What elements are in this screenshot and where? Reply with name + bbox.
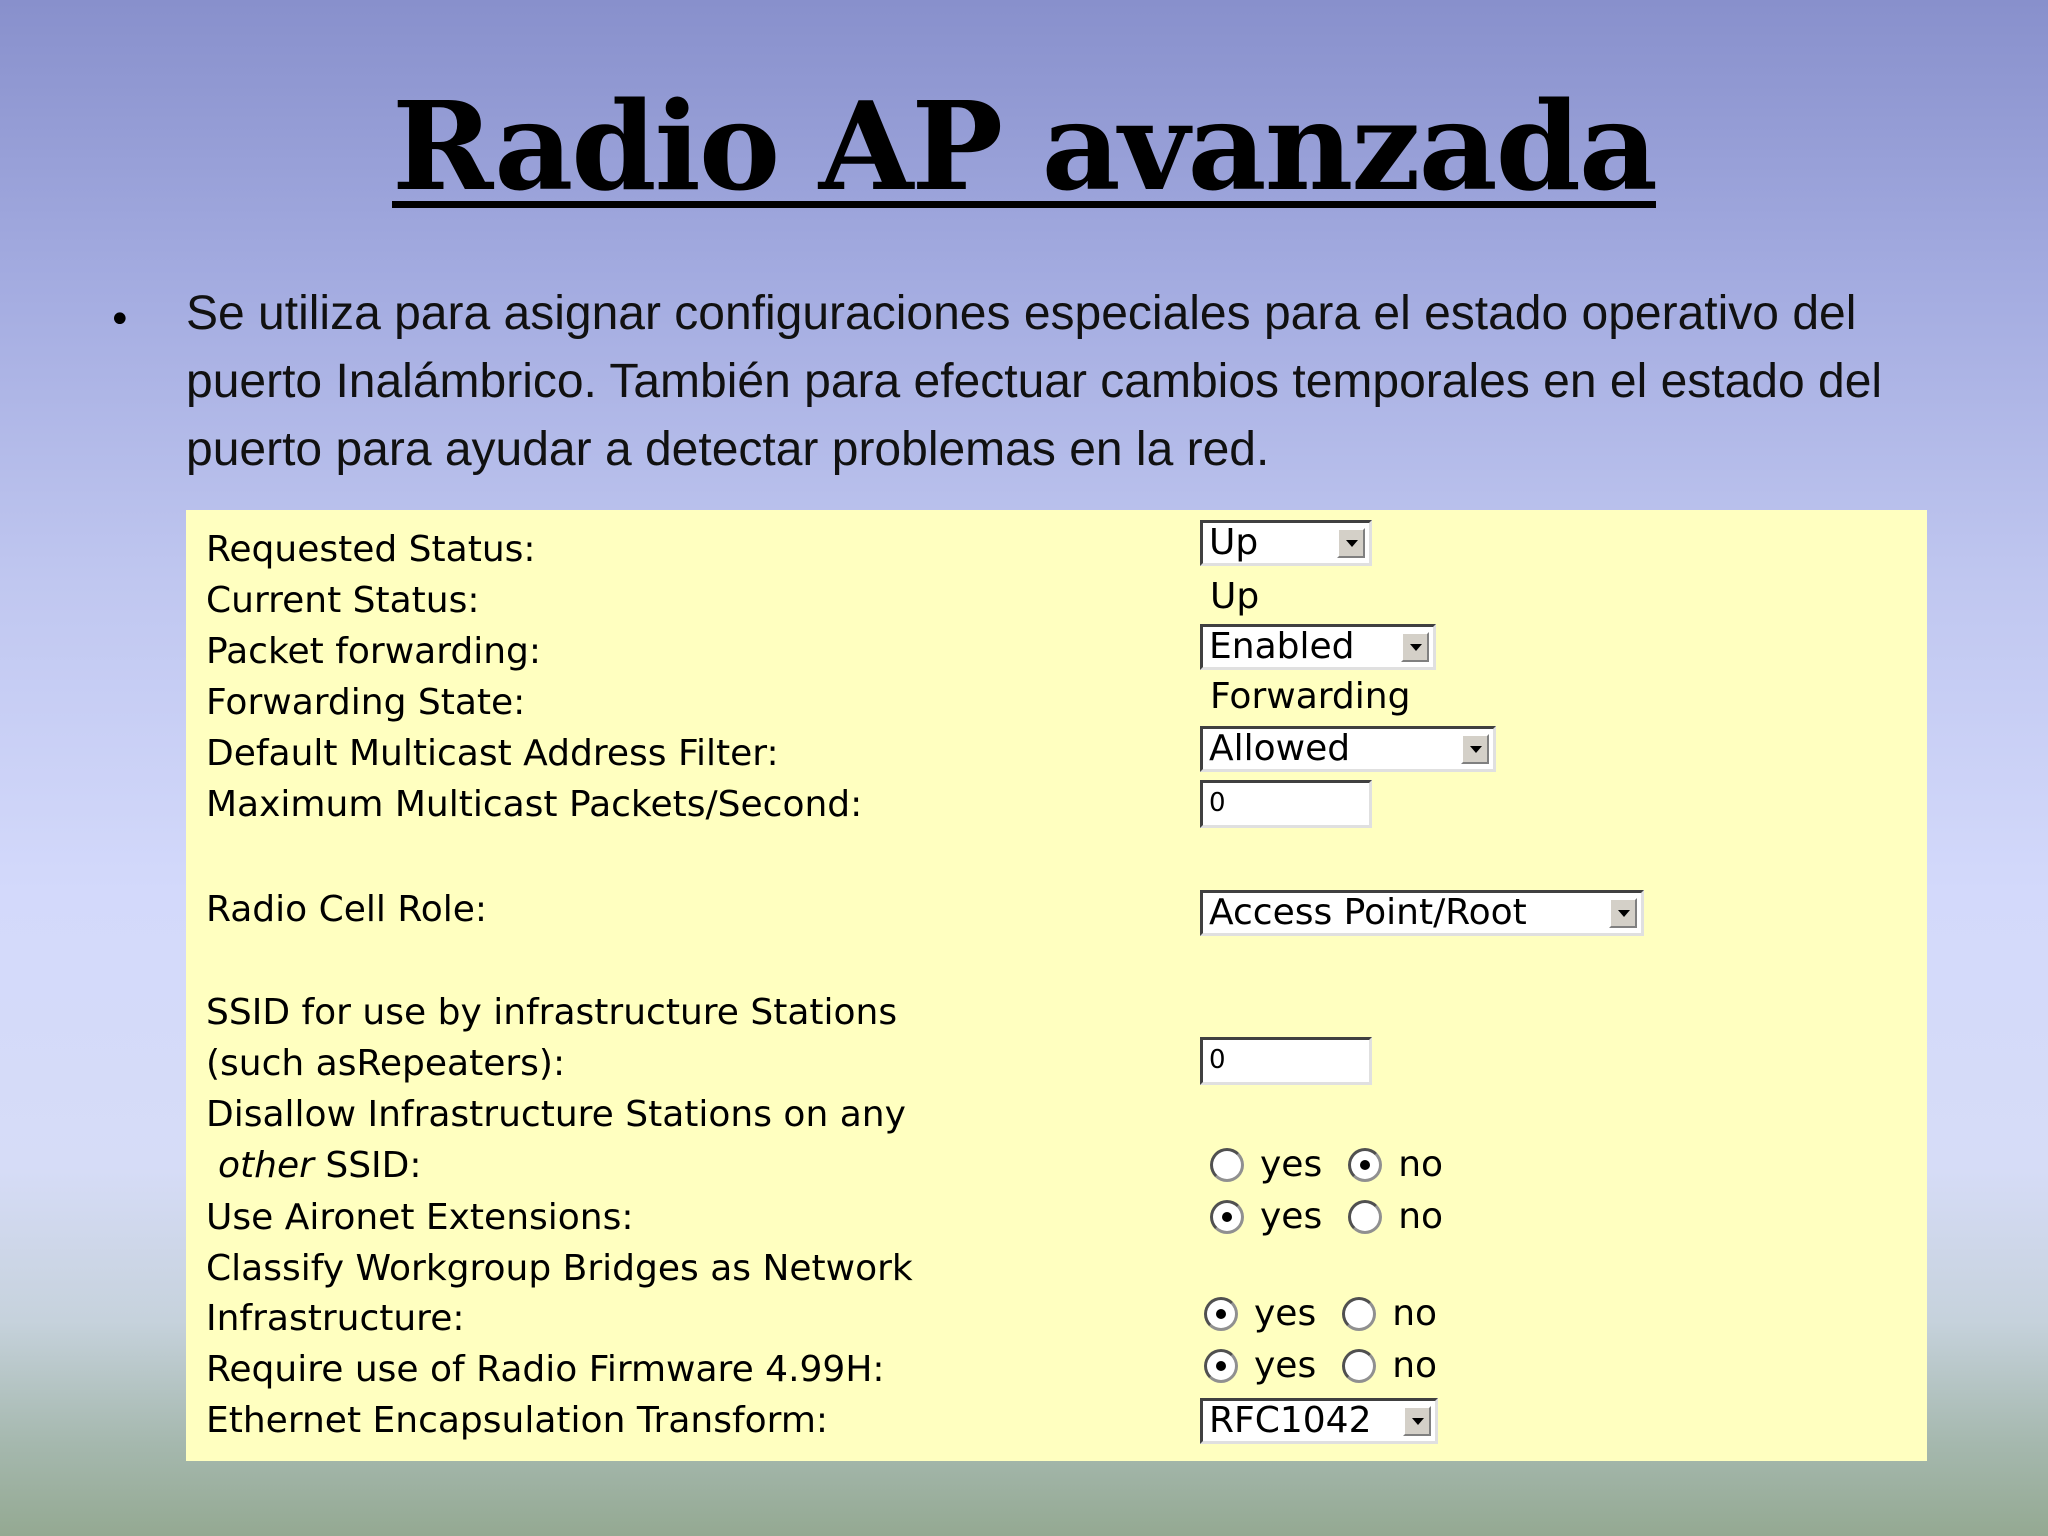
packet-forwarding-value: Enabled (1209, 626, 1355, 667)
disallow-infra-no-radio[interactable] (1348, 1148, 1382, 1182)
eth-encap-label: Ethernet Encapsulation Transform: (206, 1400, 829, 1441)
disallow-infra-label-rest: SSID: (313, 1145, 422, 1186)
requested-status-select[interactable] (1200, 520, 1372, 566)
aironet-ext-label: Use Aironet Extensions: (206, 1197, 634, 1238)
chevron-down-icon[interactable] (1401, 632, 1429, 662)
forwarding-state-label: Forwarding State: (206, 682, 526, 723)
chevron-down-icon[interactable] (1609, 898, 1637, 928)
classify-wgb-no-radio[interactable] (1342, 1297, 1376, 1331)
radio-no-label: no (1398, 1196, 1444, 1237)
multicast-filter-select[interactable] (1200, 726, 1496, 772)
max-multicast-input[interactable]: 0 (1200, 780, 1372, 828)
classify-wgb-label-line2: Infrastructure: (206, 1298, 465, 1339)
disallow-infra-label-italic: other (218, 1145, 314, 1186)
aironet-ext-radio-group (1210, 1194, 1469, 1238)
radio-no-label: no (1398, 1144, 1444, 1185)
disallow-infra-radio-group (1210, 1142, 1469, 1186)
radio-settings-panel (186, 510, 1927, 1461)
chevron-down-icon[interactable] (1337, 528, 1365, 558)
forwarding-state-value: Forwarding (1210, 676, 1411, 717)
ssid-infra-label-line1: SSID for use by infrastructure Stations (206, 992, 898, 1033)
radio-no-label: no (1392, 1345, 1438, 1386)
disallow-infra-label-line2 (218, 1144, 422, 1188)
radio-cell-role-label: Radio Cell Role: (206, 889, 488, 930)
classify-wgb-yes-radio[interactable] (1204, 1297, 1238, 1331)
packet-forwarding-label: Packet forwarding: (206, 631, 542, 672)
slide-title (0, 76, 2048, 216)
radio-cell-role-select[interactable] (1200, 890, 1644, 936)
classify-wgb-radio-group (1204, 1291, 1463, 1335)
max-multicast-label: Maximum Multicast Packets/Second: (206, 784, 863, 825)
require-firmware-yes-radio[interactable] (1204, 1349, 1238, 1383)
multicast-filter-value: Allowed (1209, 728, 1351, 769)
current-status-value: Up (1210, 576, 1260, 617)
disallow-infra-yes-radio[interactable] (1210, 1148, 1244, 1182)
chevron-down-icon[interactable] (1461, 734, 1489, 764)
requested-status-label: Requested Status: (206, 529, 536, 570)
classify-wgb-label-line1: Classify Workgroup Bridges as Network (206, 1248, 913, 1289)
require-firmware-radio-group (1204, 1343, 1463, 1387)
slide-title-text: Radio AP avanzada (392, 74, 1656, 218)
radio-no-label: no (1392, 1293, 1438, 1334)
eth-encap-value: RFC1042 (1209, 1400, 1372, 1441)
requested-status-value: Up (1209, 522, 1259, 563)
chevron-down-icon[interactable] (1403, 1406, 1431, 1436)
ssid-infra-label-line2: (such asRepeaters): (206, 1043, 566, 1084)
radio-yes-label: yes (1254, 1293, 1317, 1334)
eth-encap-select[interactable] (1200, 1398, 1438, 1444)
current-status-label: Current Status: (206, 580, 480, 621)
radio-yes-label: yes (1260, 1196, 1323, 1237)
require-firmware-label: Require use of Radio Firmware 4.99H: (206, 1349, 885, 1390)
require-firmware-no-radio[interactable] (1342, 1349, 1376, 1383)
multicast-filter-label: Default Multicast Address Filter: (206, 733, 779, 774)
ssid-infra-input[interactable]: 0 (1200, 1037, 1372, 1085)
packet-forwarding-select[interactable] (1200, 624, 1436, 670)
bullet-text: Se utiliza para asignar configuraciones especiales para el estado operativo del puerto Inalámbrico. También para efectuar cambios temporales en el estado del puerto para ayudar a detectar problemas en la red. (186, 287, 1883, 476)
aironet-ext-yes-radio[interactable] (1210, 1200, 1244, 1234)
radio-cell-role-value: Access Point/Root (1209, 892, 1527, 933)
radio-yes-label: yes (1254, 1345, 1317, 1386)
disallow-infra-label-line1: Disallow Infrastructure Stations on any (206, 1094, 906, 1135)
radio-yes-label: yes (1260, 1144, 1323, 1185)
bullet-marker: • (108, 297, 132, 343)
aironet-ext-no-radio[interactable] (1348, 1200, 1382, 1234)
